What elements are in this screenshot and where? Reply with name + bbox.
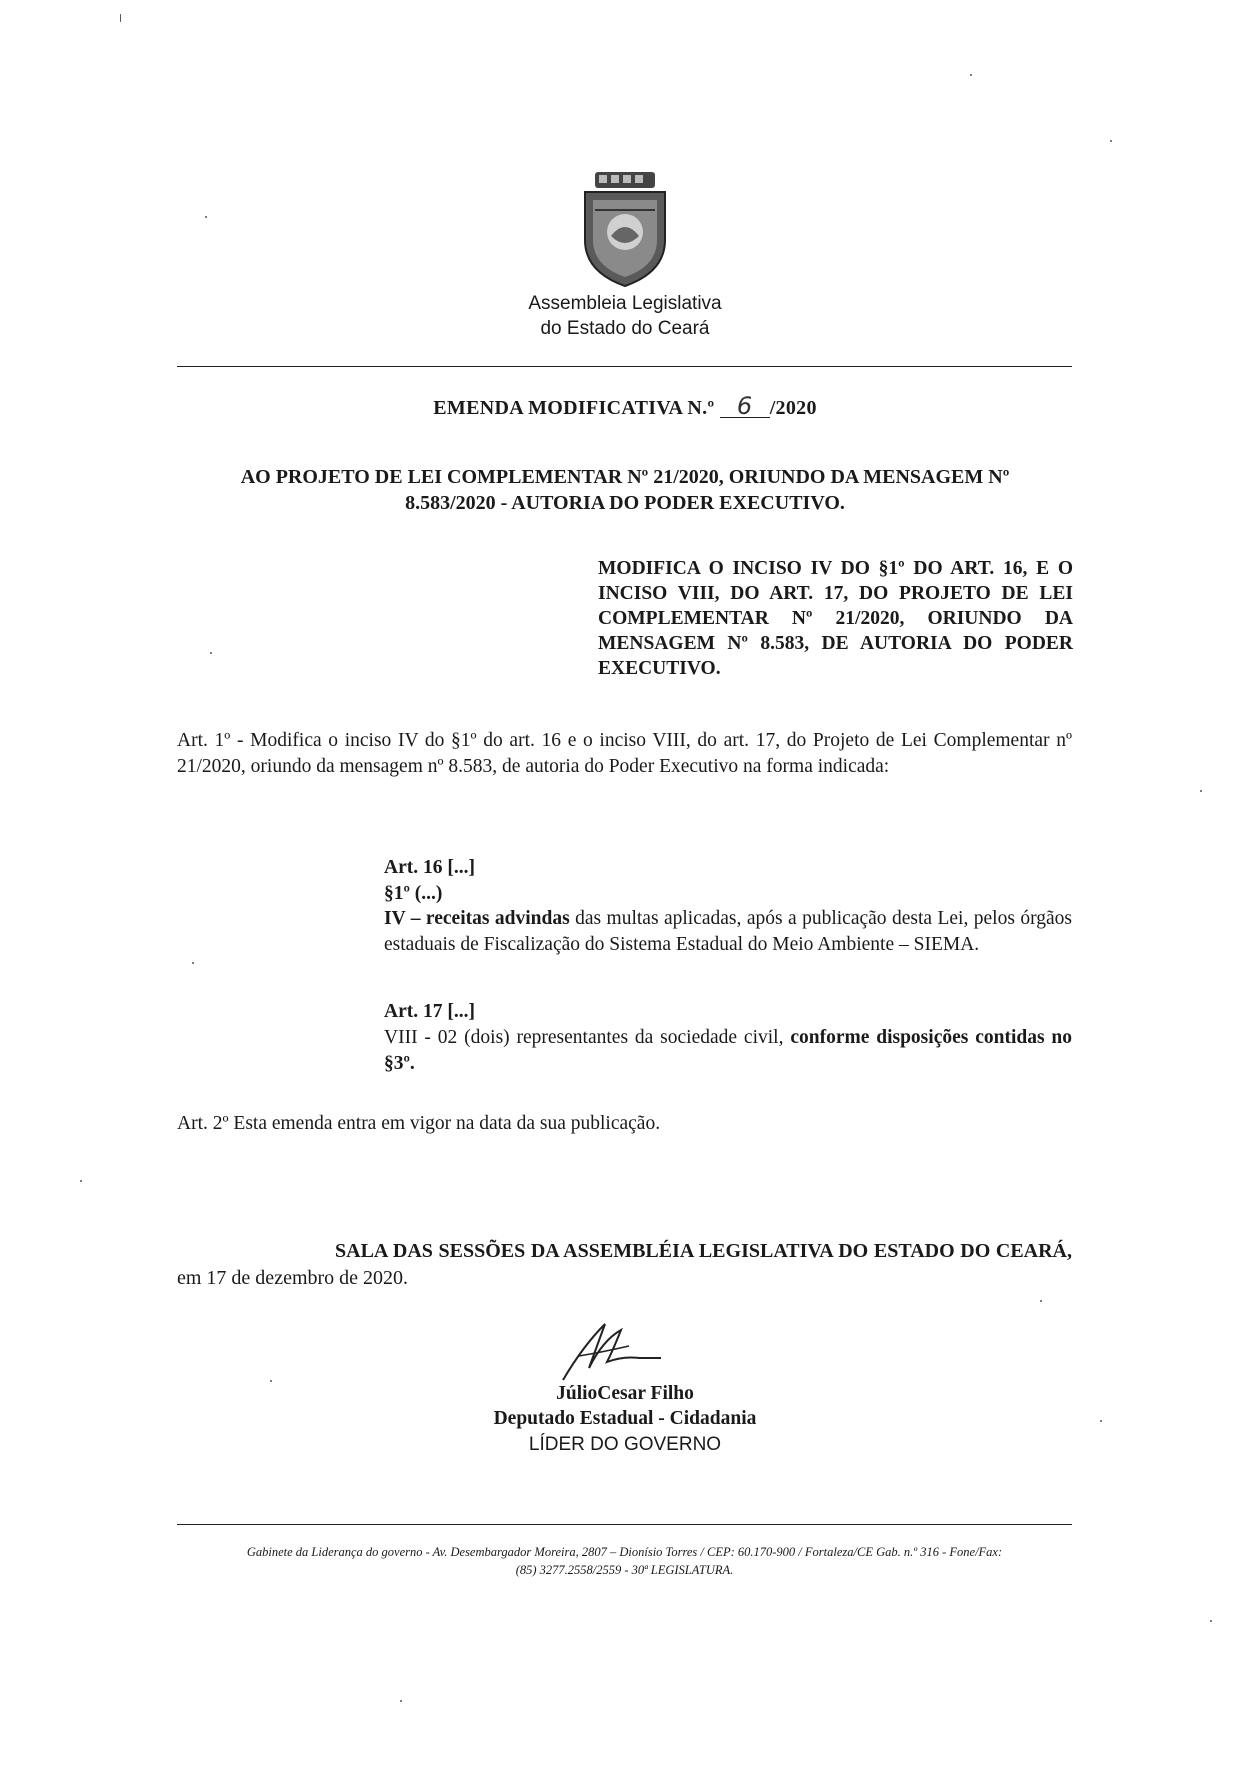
- article-16-inciso-iv: [384, 906, 1072, 958]
- article-2: Art. 2º Esta emenda entra em vigor na data da sua publicação.: [177, 1113, 661, 1134]
- footer-address: Gabinete da Liderança do governo - Av. Desembargador Moreira, 2807 – Dionísio Torres / CEP: 60.170-900 / Fortaleza/CE Gab. n.º 316 - Fone/Fax:: [246, 1545, 1003, 1559]
- article-16-paragraph: §1º (...): [384, 883, 443, 904]
- ementa: [598, 556, 1073, 681]
- emenda-title-prefix: EMENDA MODIFICATIVA N.º: [433, 397, 715, 419]
- signer-role: Deputado Estadual - Cidadania: [493, 1408, 757, 1429]
- ceara-coat-of-arms-icon: [577, 170, 673, 288]
- article-17-inciso-viii: [384, 1025, 1072, 1077]
- article-1: Art. 1º - Modifica o inciso IV do §1º do art. 16 e o inciso VIII, do art. 17, do Projeto de Lei Complementar nº 21/2020, oriundo da mensagem nº 8.583, de autoria do Poder Executivo na forma indicada:: [177, 730, 1072, 777]
- ementa-text: MODIFICA O INCISO IV DO §1º DO ART. 16, E O INCISO VIII, DO ART. 17, DO PROJETO DE LEI COMPLEMENTAR Nº 21/2020, ORIUNDO DA MENSAGEM Nº 8.583, DE AUTORIA DO PODER EXECUTIVO.: [598, 558, 1073, 679]
- handwritten-signature: [543, 1316, 673, 1386]
- projeto-line1: AO PROJETO DE LEI COMPLEMENTAR Nº 21/2020, ORIUNDO DA MENSAGEM Nº: [240, 466, 1010, 488]
- footer-divider: [177, 1524, 1072, 1525]
- closing-statement: [177, 1238, 1072, 1292]
- institution-name-line1: Assembleia Legislativa: [528, 293, 722, 314]
- article-16-heading: Art. 16 [...]: [384, 857, 475, 878]
- article-17-heading: Art. 17 [...]: [384, 1001, 475, 1022]
- emenda-number-handwritten: 6: [720, 395, 770, 418]
- signer-name: JúlioCesar Filho: [556, 1383, 694, 1404]
- projeto-line2: 8.583/2020 - AUTORIA DO PODER EXECUTIVO.: [405, 492, 845, 514]
- emenda-title-suffix: /2020: [769, 397, 817, 419]
- article-16-inciso-iv-bold: IV – receitas advindas: [384, 908, 570, 929]
- signer-title: LÍDER DO GOVERNO: [528, 1434, 722, 1455]
- closing-sala: SALA DAS SESSÕES DA ASSEMBLÉIA LEGISLATIVA DO ESTADO DO CEARÁ,: [335, 1240, 1072, 1262]
- closing-date: em 17 de dezembro de 2020.: [177, 1267, 409, 1289]
- footer-phone: (85) 3277.2558/2559 - 30ª LEGISLATURA.: [515, 1563, 734, 1577]
- header-divider: [177, 366, 1072, 367]
- institution-name-line2: do Estado do Ceará: [540, 318, 710, 339]
- article-17-inciso-viii-bold: conforme disposições contidas no §3º.: [384, 1027, 1073, 1074]
- emenda-title: [300, 392, 950, 420]
- article-17-inciso-viii-text: VIII - 02 (dois) representantes da sociedade civil,: [384, 1027, 784, 1048]
- article-16-inciso-iv-text: das multas aplicadas, após a publicação desta Lei, pelos órgãos estaduais de Fiscalização do Sistema Estadual do Meio Ambiente – SIEMA.: [384, 908, 1072, 955]
